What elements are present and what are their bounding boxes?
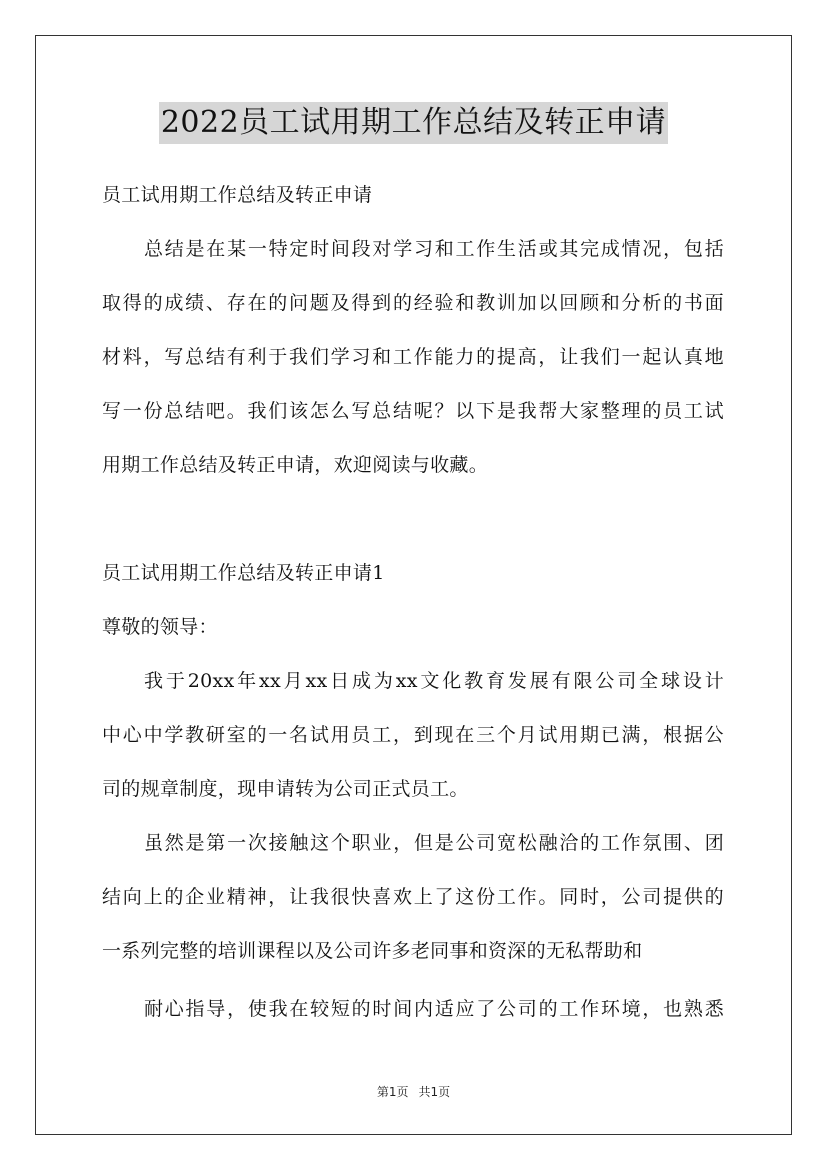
title-container [0, 102, 827, 144]
para2-line-3: 一系列完整的培训课程以及公司许多老同事和资深的无私帮助和 [102, 940, 643, 962]
intro-line-4: 写一份总结吧。我们该怎么写总结呢？以下是我帮大家整理的员工试 [102, 400, 724, 422]
para3-line-1: 耐心指导，使我在较短的时间内适应了公司的工作环境，也熟悉 [144, 998, 724, 1020]
section-heading: 员工试用期工作总结及转正申请1 [102, 562, 385, 584]
intro-line-5: 用期工作总结及转正申请，欢迎阅读与收藏。 [102, 454, 489, 476]
page-number: 第1页 [376, 1085, 409, 1099]
intro-line-1: 总结是在某一特定时间段对学习和工作生活或其完成情况，包括 [144, 238, 724, 260]
page-footer [0, 1083, 827, 1100]
para1-line-2: 中心中学教研室的一名试用员工，到现在三个月试用期已满，根据公 [102, 724, 724, 746]
para1-line-1: 我于20xx年xx月xx日成为xx文化教育发展有限公司全球设计 [144, 670, 724, 692]
para2-line-1: 虽然是第一次接触这个职业，但是公司宽松融洽的工作氛围、团 [144, 832, 724, 854]
intro-line-3: 材料，写总结有利于我们学习和工作能力的提高，让我们一起认真地 [102, 346, 724, 368]
document-title: 2022员工试用期工作总结及转正申请 [159, 102, 668, 144]
document-subtitle: 员工试用期工作总结及转正申请 [102, 184, 373, 206]
page-total: 共1页 [418, 1085, 451, 1099]
para2-line-2: 结向上的企业精神，让我很快喜欢上了这份工作。同时，公司提供的 [102, 886, 724, 908]
intro-line-2: 取得的成绩、存在的问题及得到的经验和教训加以回顾和分析的书面 [102, 292, 724, 314]
salutation: 尊敬的领导： [102, 616, 218, 638]
para1-line-3: 司的规章制度，现申请转为公司正式员工。 [102, 778, 469, 800]
